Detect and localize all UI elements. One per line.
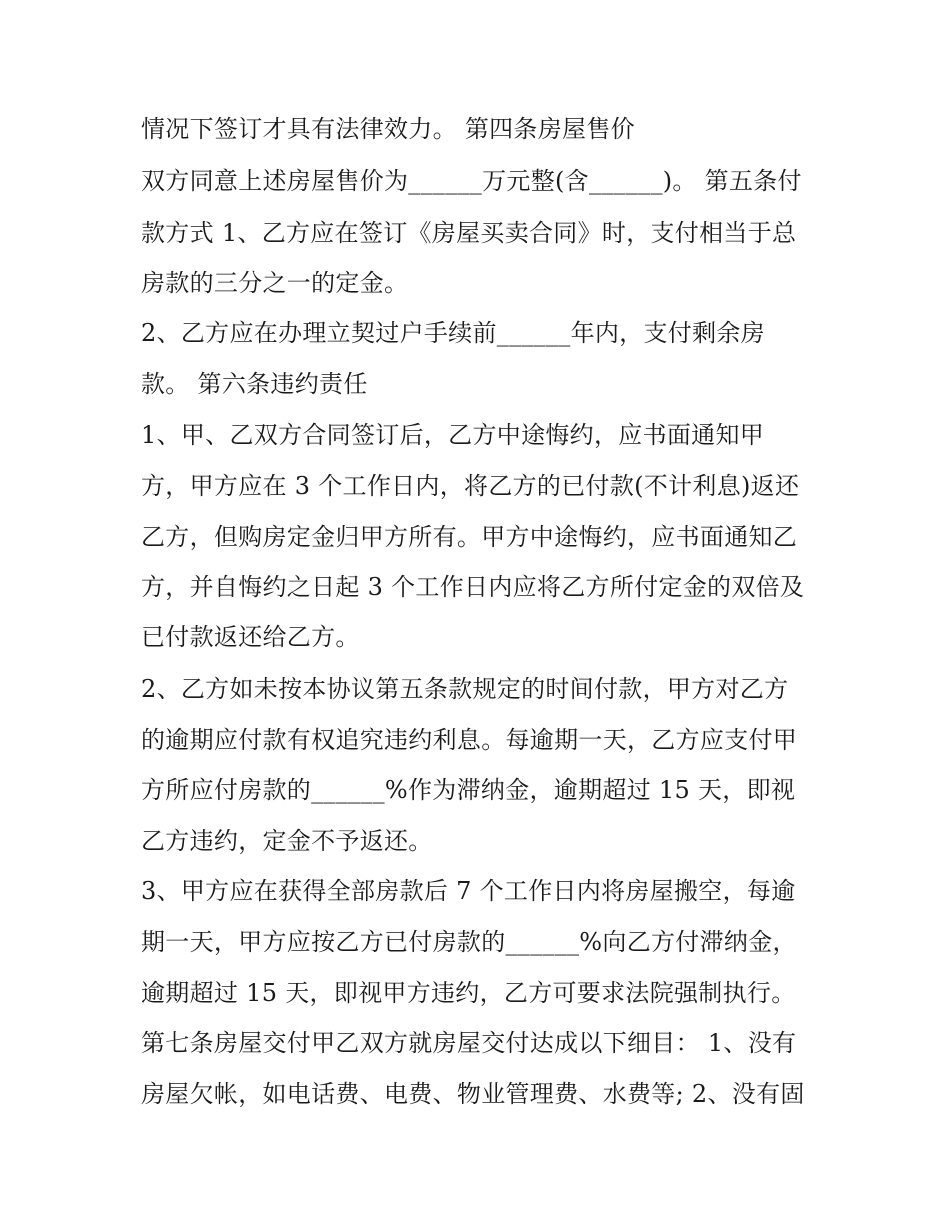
text-line: 3、甲方应在获得全部房款后 7 个工作日内将房屋搬空，每逾 bbox=[141, 877, 796, 905]
text-line: 逾期超过 15 天，即视甲方违约，乙方可要求法院强制执行。 bbox=[141, 979, 796, 1007]
text-line: 2、乙方如未按本协议第五条款规定的时间付款，甲方对乙方 bbox=[141, 675, 789, 703]
text-line: 的逾期应付款有权追究违约利息。每逾期一天，乙方应支付甲 bbox=[141, 726, 798, 754]
text-line: 期一天，甲方应按乙方已付房款的______%向乙方付滞纳金， bbox=[141, 928, 797, 956]
text-line: 款方式 1、乙方应在签订《房屋买卖合同》时，支付相当于总 bbox=[141, 219, 797, 247]
text-line: 方所应付房款的______%作为滞纳金，逾期超过 15 天，即视 bbox=[141, 776, 796, 804]
text-line: 已付款返还给乙方。 bbox=[141, 623, 360, 651]
text-line: 房款的三分之一的定金。 bbox=[141, 269, 409, 297]
text-line: 方，并自悔约之日起 3 个工作日内应将乙方所付定金的双倍及 bbox=[141, 573, 805, 601]
text-line: 双方同意上述房屋售价为______万元整(含______)。 第五条付 bbox=[141, 167, 802, 195]
text-line: 方，甲方应在 3 个工作日内，将乙方的已付款(不计利息)返还 bbox=[141, 472, 800, 500]
text-line: 乙方违约，定金不予返还。 bbox=[141, 827, 433, 855]
text-line: 款。 第六条违约责任 bbox=[141, 370, 368, 398]
text-line: 1、甲、乙双方合同签订后，乙方中途悔约，应书面通知甲 bbox=[141, 421, 765, 449]
text-line: 2、乙方应在办理立契过户手续前______年内，支付剩余房 bbox=[141, 319, 765, 347]
text-line: 第七条房屋交付甲乙双方就房屋交付达成以下细目： 1、没有 bbox=[141, 1029, 797, 1057]
text-line: 乙方，但购房定金归甲方所有。甲方中途悔约，应书面通知乙 bbox=[141, 523, 798, 551]
text-line: 情况下签订才具有法律效力。 第四条房屋售价 bbox=[141, 115, 635, 143]
text-line: 房屋欠帐，如电话费、电费、物业管理费、水费等; 2、没有固 bbox=[141, 1080, 805, 1108]
